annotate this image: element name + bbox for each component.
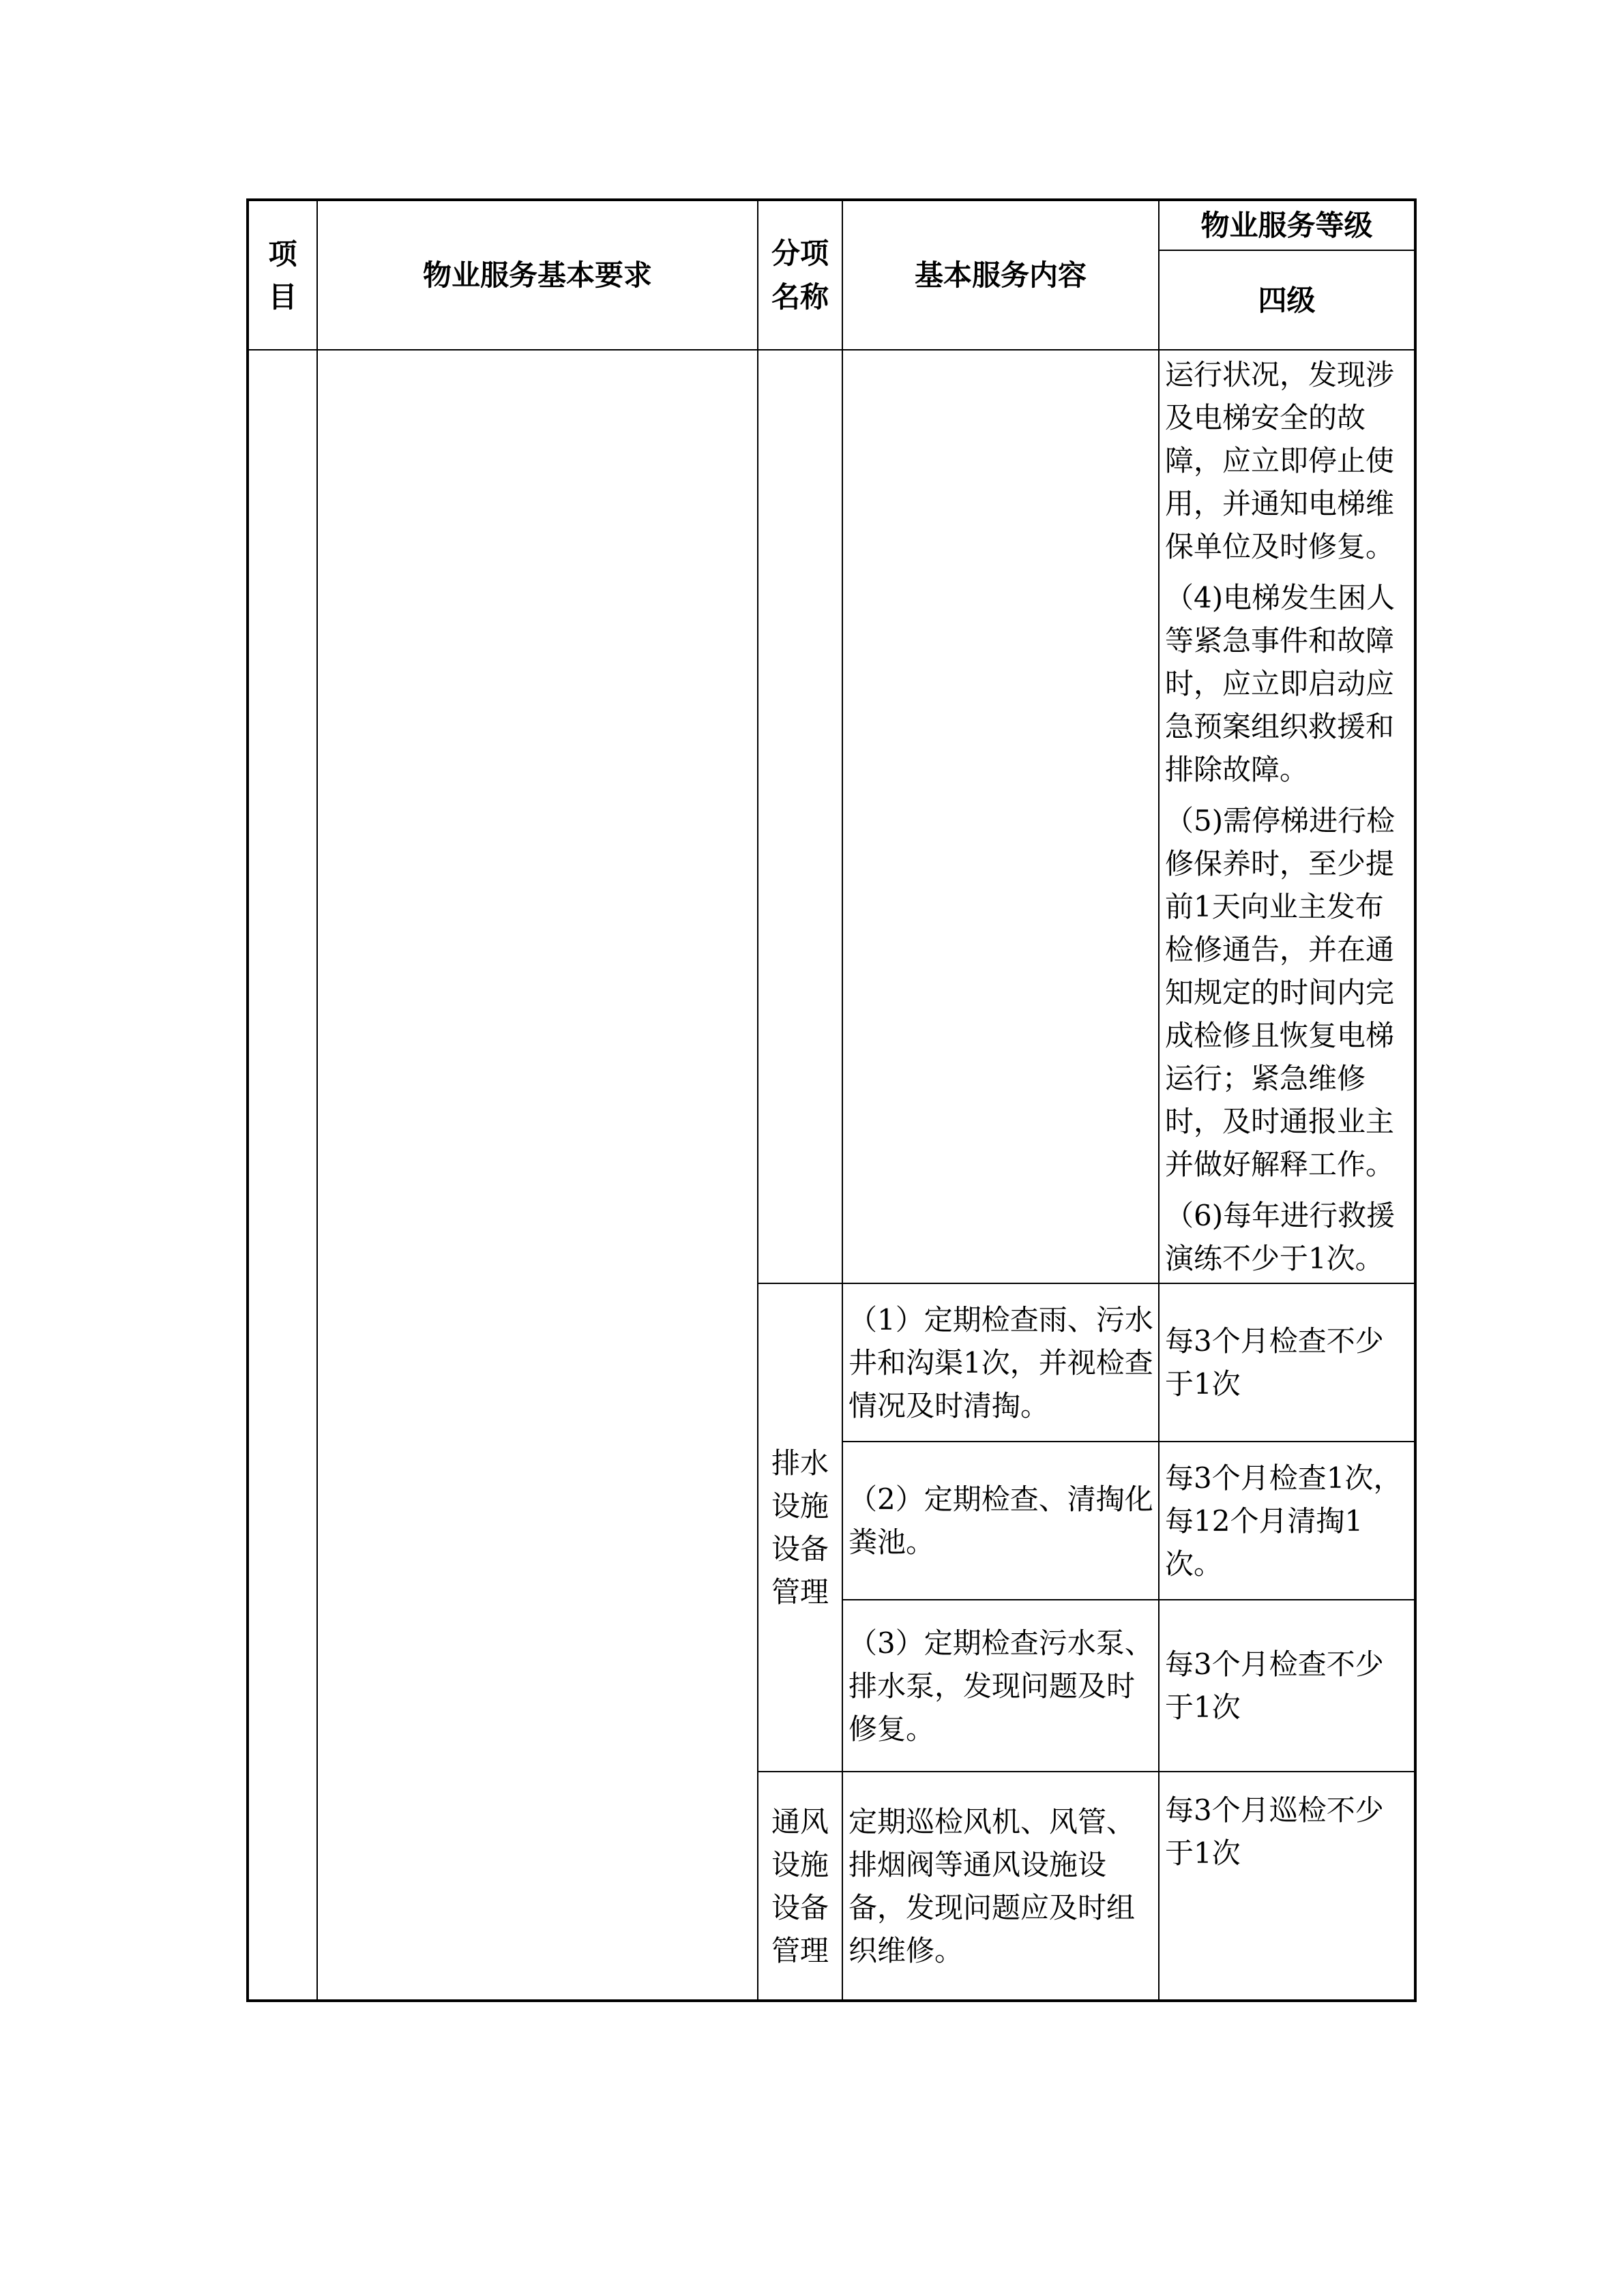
content-cell-continued bbox=[842, 350, 1159, 1283]
drainage-level-3: 每3个月检查不少于1次 bbox=[1159, 1600, 1415, 1772]
ventilation-content: 定期巡检风机、风管、排烟阀等通风设施设备，发现问题应及时组织维修。 bbox=[842, 1772, 1159, 2001]
level-cell-continued bbox=[1159, 350, 1415, 1283]
subitem-cell-continued bbox=[758, 350, 842, 1283]
property-service-table bbox=[246, 198, 1417, 2002]
drainage-content-3: （3）定期检查污水泵、排水泵，发现问题及时修复。 bbox=[842, 1600, 1159, 1772]
basic-requirements-cell bbox=[317, 350, 758, 2001]
subitem-ventilation-label: 通风设施设备管理 bbox=[771, 1804, 829, 1967]
header-basic-service-content bbox=[842, 200, 1159, 350]
ventilation-level: 每3个月巡检不少于1次 bbox=[1159, 1772, 1415, 2001]
subitem-drainage bbox=[758, 1283, 842, 1772]
level-paragraph: 运行状况，发现涉及电梯安全的故障，应立即停止使用，并通知电梯维保单位及时修复。 bbox=[1165, 358, 1395, 563]
header-basic-requirements-label: 物业服务基本要求 bbox=[422, 258, 652, 292]
level-paragraph: （6)每年进行救援演练不少于1次。 bbox=[1165, 1199, 1396, 1275]
header-basic-service-content-label: 基本服务内容 bbox=[914, 258, 1087, 292]
header-service-level bbox=[1159, 200, 1415, 250]
header-service-level-label: 物业服务等级 bbox=[1200, 209, 1373, 242]
header-project bbox=[248, 200, 317, 350]
header-project-label: 项目 bbox=[268, 237, 297, 314]
drainage-level-2: 每3个月检查1次，每12个月清掏1次。 bbox=[1159, 1442, 1415, 1600]
drainage-content-2: （2）定期检查、清掏化粪池。 bbox=[842, 1442, 1159, 1600]
header-level-four-label: 四级 bbox=[1258, 283, 1316, 317]
subitem-drainage-label: 排水设施设备管理 bbox=[771, 1446, 829, 1609]
header-subitem-name-label: 分项名称 bbox=[771, 236, 829, 314]
subitem-ventilation bbox=[758, 1772, 842, 2001]
level-paragraph: （5)需停梯进行检修保养时，至少提前1天向业主发布检修通告，并在通知规定的时间内完成检修且恢复电梯运行；紧急维修时，及时通报业主并做好解释工作。 bbox=[1165, 804, 1396, 1181]
header-level-four bbox=[1159, 250, 1415, 350]
drainage-content-1: （1）定期检查雨、污水井和沟渠1次，并视检查情况及时清掏。 bbox=[842, 1283, 1159, 1442]
header-subitem-name bbox=[758, 200, 842, 350]
drainage-level-1: 每3个月检查不少于1次 bbox=[1159, 1283, 1415, 1442]
level-paragraph: （4)电梯发生困人等紧急事件和故障时，应立即启动应急预案组织救援和排除故障。 bbox=[1165, 581, 1396, 786]
header-basic-requirements bbox=[317, 200, 758, 350]
project-cell bbox=[248, 350, 317, 2001]
